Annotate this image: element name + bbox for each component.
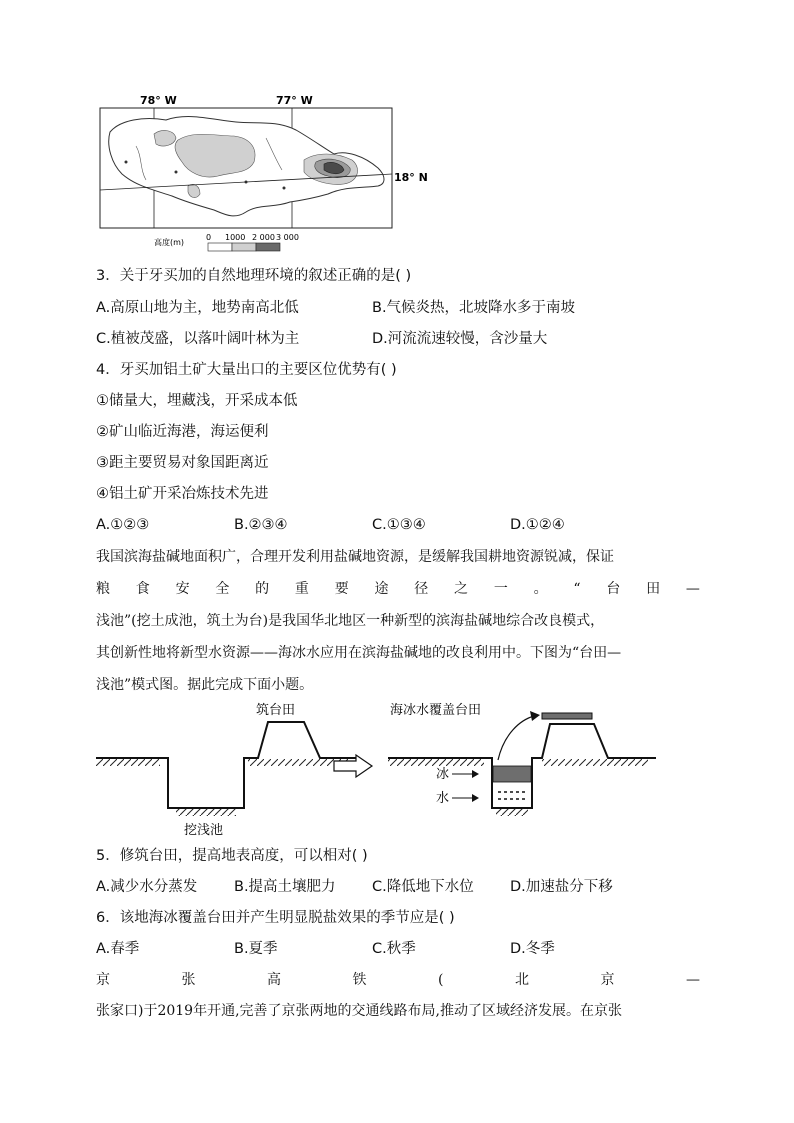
ice-slab-on-terrace (542, 713, 592, 719)
passage-2-line-5: 浅池”模式图。据此完成下面小题。 (96, 677, 314, 693)
arrowhead-icon (472, 770, 479, 778)
text-char: 北 (514, 972, 529, 988)
passage-2-line-4: 其创新性地将新型水资源——海冰水应用在滨海盐碱地的改良利用中。下图为“台田— (96, 645, 622, 661)
text-char: 田 (646, 581, 661, 597)
question-4-option-d[interactable]: D.①②④ (510, 517, 565, 533)
question-5-option-c[interactable]: C.降低地下水位 (372, 879, 474, 895)
question-4-stem: 4．牙买加铝土矿大量出口的主要区位优势有( ) (96, 362, 397, 378)
town-dot (175, 171, 178, 174)
text-char: 重 (294, 581, 309, 597)
question-3-option-d[interactable]: D.河流流速较慢，含沙量大 (372, 331, 548, 347)
arrowhead-icon (530, 711, 540, 721)
latitude-label-18n: 18° N (394, 171, 428, 184)
passage-2-line-2 (96, 579, 700, 599)
question-6-option-d[interactable]: D.冬季 (510, 941, 555, 957)
longitude-label-77w: 77° W (276, 94, 313, 107)
label-ice: 冰 (436, 767, 450, 782)
question-4-option-c[interactable]: C.①③④ (372, 517, 426, 533)
text-char: 径 (414, 581, 429, 597)
arrowhead-icon (472, 794, 479, 802)
jamaica-map (96, 90, 436, 256)
town-dot (283, 187, 286, 190)
text-char: 的 (255, 581, 270, 597)
town-dot (125, 161, 128, 164)
legend-label: 高度(m) (154, 238, 185, 247)
question-4-statement-1: ①储量大，埋藏浅，开采成本低 (96, 393, 298, 409)
text-char: ( (438, 972, 444, 988)
question-3-option-a[interactable]: A.高原山地为主，地势南高北低 (96, 300, 299, 316)
question-6-option-b[interactable]: B.夏季 (234, 941, 278, 957)
question-6-option-c[interactable]: C.秋季 (372, 941, 416, 957)
question-4-option-b[interactable]: B.②③④ (234, 517, 288, 533)
hatch-strip (96, 759, 160, 766)
label-water: 水 (436, 791, 450, 806)
question-4-statement-2: ②矿山临近海港，海运便利 (96, 424, 269, 440)
legend-tick-2000: 2 000 (252, 233, 275, 242)
curved-transfer-arrow (498, 716, 534, 760)
text-char: “ (573, 581, 581, 597)
question-5-stem: 5．修筑台田，提高地表高度，可以相对( ) (96, 848, 368, 864)
ice-layer (493, 766, 531, 782)
passage-3-line-2: 张家口)于2019年开通,完善了京张两地的交通线路布局,推动了区域经济发展。在京张 (96, 1003, 622, 1019)
label-dig-pond: 挖浅池 (184, 823, 224, 838)
longitude-label-78w: 78° W (140, 94, 177, 107)
text-char: — (685, 972, 700, 988)
question-3-option-b[interactable]: B.气候炎热，北坡降水多于南坡 (372, 300, 576, 316)
hatch-strip (496, 809, 528, 816)
text-char: 京 (96, 972, 110, 988)
label-build-terrace: 筑台田 (256, 703, 296, 718)
text-char: 台 (606, 581, 621, 597)
text-char: 全 (215, 581, 230, 597)
legend-tick-3000: 3 000 (276, 233, 299, 242)
passage-3-line-1 (96, 970, 700, 990)
text-char: 安 (175, 581, 190, 597)
passage-2-line-3: 浅池”(挖土成池，筑土为台)是我国华北地区一种新型的滨海盐碱地综合改良模式， (96, 613, 605, 629)
legend-swatch-mid (232, 243, 256, 251)
text-char: 途 (374, 581, 389, 597)
text-char: 要 (334, 581, 349, 597)
text-char: 张 (181, 972, 196, 988)
question-5-option-a[interactable]: A.减少水分蒸发 (96, 879, 198, 895)
question-5-option-d[interactable]: D.加速盐分下移 (510, 879, 613, 895)
hatch-strip (176, 809, 236, 816)
terrace-pond-diagram (96, 696, 716, 840)
text-char: 。 (533, 581, 548, 597)
text-char: 京 (600, 972, 615, 988)
legend-swatch-high (256, 243, 280, 251)
text-char: — (685, 581, 700, 597)
text-char: 高 (267, 972, 281, 988)
text-char: 一 (493, 581, 508, 597)
hatch-strip (542, 759, 648, 766)
text-char: 铁 (352, 972, 367, 988)
question-3-option-c[interactable]: C.植被茂盛，以落叶阔叶林为主 (96, 331, 300, 347)
legend-swatch-low (208, 243, 232, 251)
passage-2-line-1: 我国滨海盐碱地面积广，合理开发利用盐碱地资源，是缓解我国耕地资源锐减，保证 (96, 549, 614, 565)
question-4-statement-4: ④铝土矿开采冶炼技术先进 (96, 486, 269, 502)
hatch-strip (248, 759, 348, 766)
question-6-option-a[interactable]: A.春季 (96, 941, 140, 957)
question-4-statement-3: ③距主要贸易对象国距离近 (96, 455, 269, 471)
question-5-option-b[interactable]: B.提高土壤肥力 (234, 879, 336, 895)
text-char: 食 (135, 581, 150, 597)
text-char: 之 (454, 581, 469, 597)
legend-tick-1000: 1000 (225, 233, 246, 242)
question-6-stem: 6．该地海冰覆盖台田并产生明显脱盐效果的季节应是( ) (96, 910, 455, 926)
text-char: 粮 (96, 581, 110, 597)
label-ice-cover: 海冰水覆盖台田 (390, 703, 482, 718)
legend-tick-0: 0 (206, 233, 212, 242)
question-4-option-a[interactable]: A.①②③ (96, 517, 150, 533)
hatch-strip (388, 759, 484, 766)
question-3-stem: 3．关于牙买加的自然地理环境的叙述正确的是( ) (96, 268, 412, 284)
